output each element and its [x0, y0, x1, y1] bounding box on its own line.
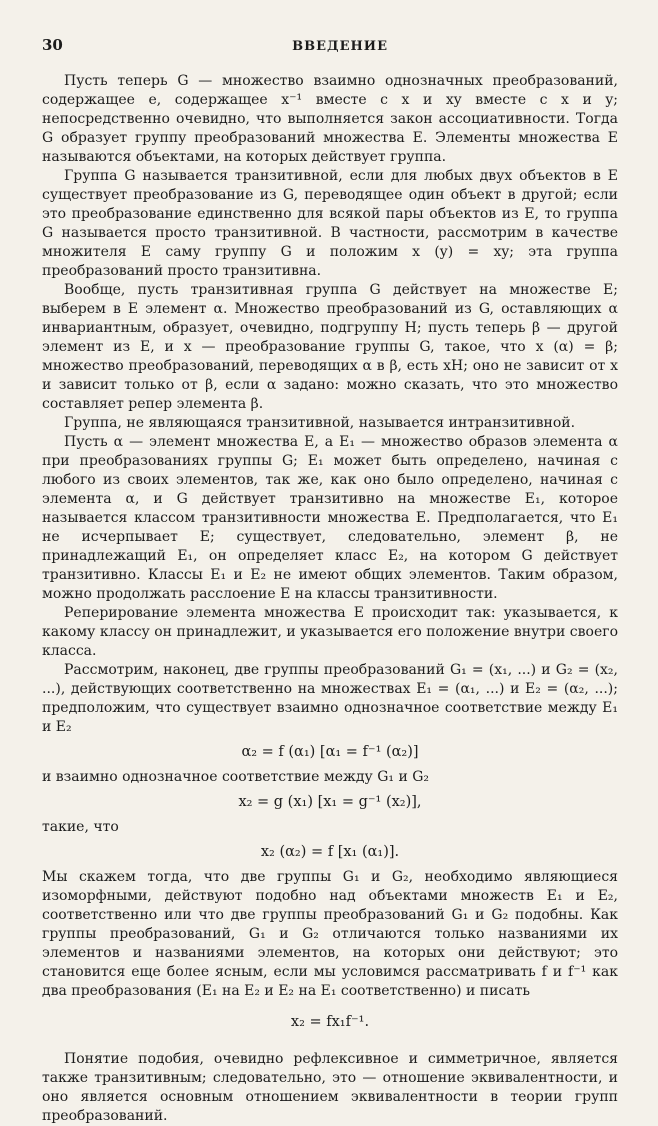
- paragraph: Группа, не являющаяся транзитивной, называется интранзитивной.: [64, 415, 576, 431]
- text-such-that: такие, что: [42, 819, 119, 835]
- paragraph: Рассмотрим, наконец, две группы преобразований G₁ = (x₁, ...) и G₂ = (x₂, ...), действующих соответственно на множествах E₁ = (α₁, ...) и E₂ = (α₂, ...); предположим, что существует взаимно однозначное соответствие между E₁ и E₂: [42, 662, 618, 735]
- paragraph: и взаимно однозначное соответствие между G₁ и G₂: [42, 769, 430, 785]
- paragraph: Мы скажем тогда, что две группы G₁ и G₂, необходимо являющиеся изоморфными, действуют подобно над объектами множеств E₁ и E₂, соответственно или что две группы преобразований G₁ и G₂ подобны. Как группы преобразований, G₁ и G₂ отличаются только названиями их элементов и названиями элементов, на которых они действуют; это становится еще более ясным, если мы условимся рассматривать f и f⁻¹ как два преобразования (E₁ на E₂ и E₂ на E₁ соответственно) и писать: [42, 869, 618, 999]
- page-header: [42, 36, 618, 54]
- paragraph: Вообще, пусть транзитивная группа G действует на множестве E; выберем в E элемент α. Множество преобразований из G, оставляющих α инвариантным, образует, очевидно, подгруппу H; пусть теперь β — другой элемент из E, и x — преобразование группы G, такое, что x (α) = β; множество преобразований, переводящих α в β, есть xH; оно не зависит от x и зависит только от β, если α задано: можно сказать, что это множество составляет репер элемента β.: [42, 282, 618, 412]
- formula-conjugation: x₂ = fx₁f⁻¹.: [290, 1014, 370, 1030]
- paragraph: Группа G называется транзитивной, если для любых двух объектов в E существует преобразование из G, переводящее один объект в другой; если это преобразование единственно для всякой пары объектов из E, то группа G называется просто транзитивной. В частности, рассмотрим в качестве множителя E саму группу G и положим x (y) = xy; эта группа преобразований просто транзитивна.: [42, 168, 618, 279]
- paragraph: Пусть α — элемент множества E, а E₁ — множество образов элемента α при преобразованиях группы G; E₁ может быть определено, начиная с любого из своих элементов, так же, как оно было определено, начиная с элемента α, и G действует транзитивно на множестве E₁, которое называется классом транзитивности множества E. Предполагается, что E₁ не исчерпывает E; существует, следовательно, элемент β, не принадлежащий E₁, он определяет класс E₂, на котором G действует транзитивно. Классы E₁ и E₂ не имеют общих элементов. Таким образом, можно продолжать расслоение E на классы транзитивности.: [42, 434, 618, 602]
- paragraph: Понятие подобия, очевидно рефлексивное и симметричное, является также транзитивным; следовательно, это — отношение эквивалентности, и оно является основным отношением эквивалентности в теории групп преобразований.: [42, 1051, 618, 1124]
- paragraph: Пусть теперь G — множество взаимно однозначных преобразований, содержащее e, содержащее x⁻¹ вместе с x и xy вместе с x и y; непосредственно очевидно, что выполняется закон ассоциативности. Тогда G образует группу преобразований множества E. Элементы множества E называются объектами, на которых действует группа.: [42, 73, 618, 165]
- formula-correspondence-objects: α₂ = f (α₁) [α₁ = f⁻¹ (α₂)]: [241, 744, 419, 760]
- formula-similarity-condition: x₂ (α₂) = f [x₁ (α₁)].: [260, 844, 400, 860]
- running-title: ВВЕДЕНИЕ: [292, 39, 388, 54]
- page-number: 30: [42, 36, 63, 54]
- formula-correspondence-groups: x₂ = g (x₁) [x₁ = g⁻¹ (x₂)],: [238, 794, 422, 810]
- paragraph: Реперирование элемента множества E происходит так: указывается, к какому классу он принадлежит, и указывается его положение внутри своего класса.: [42, 605, 618, 659]
